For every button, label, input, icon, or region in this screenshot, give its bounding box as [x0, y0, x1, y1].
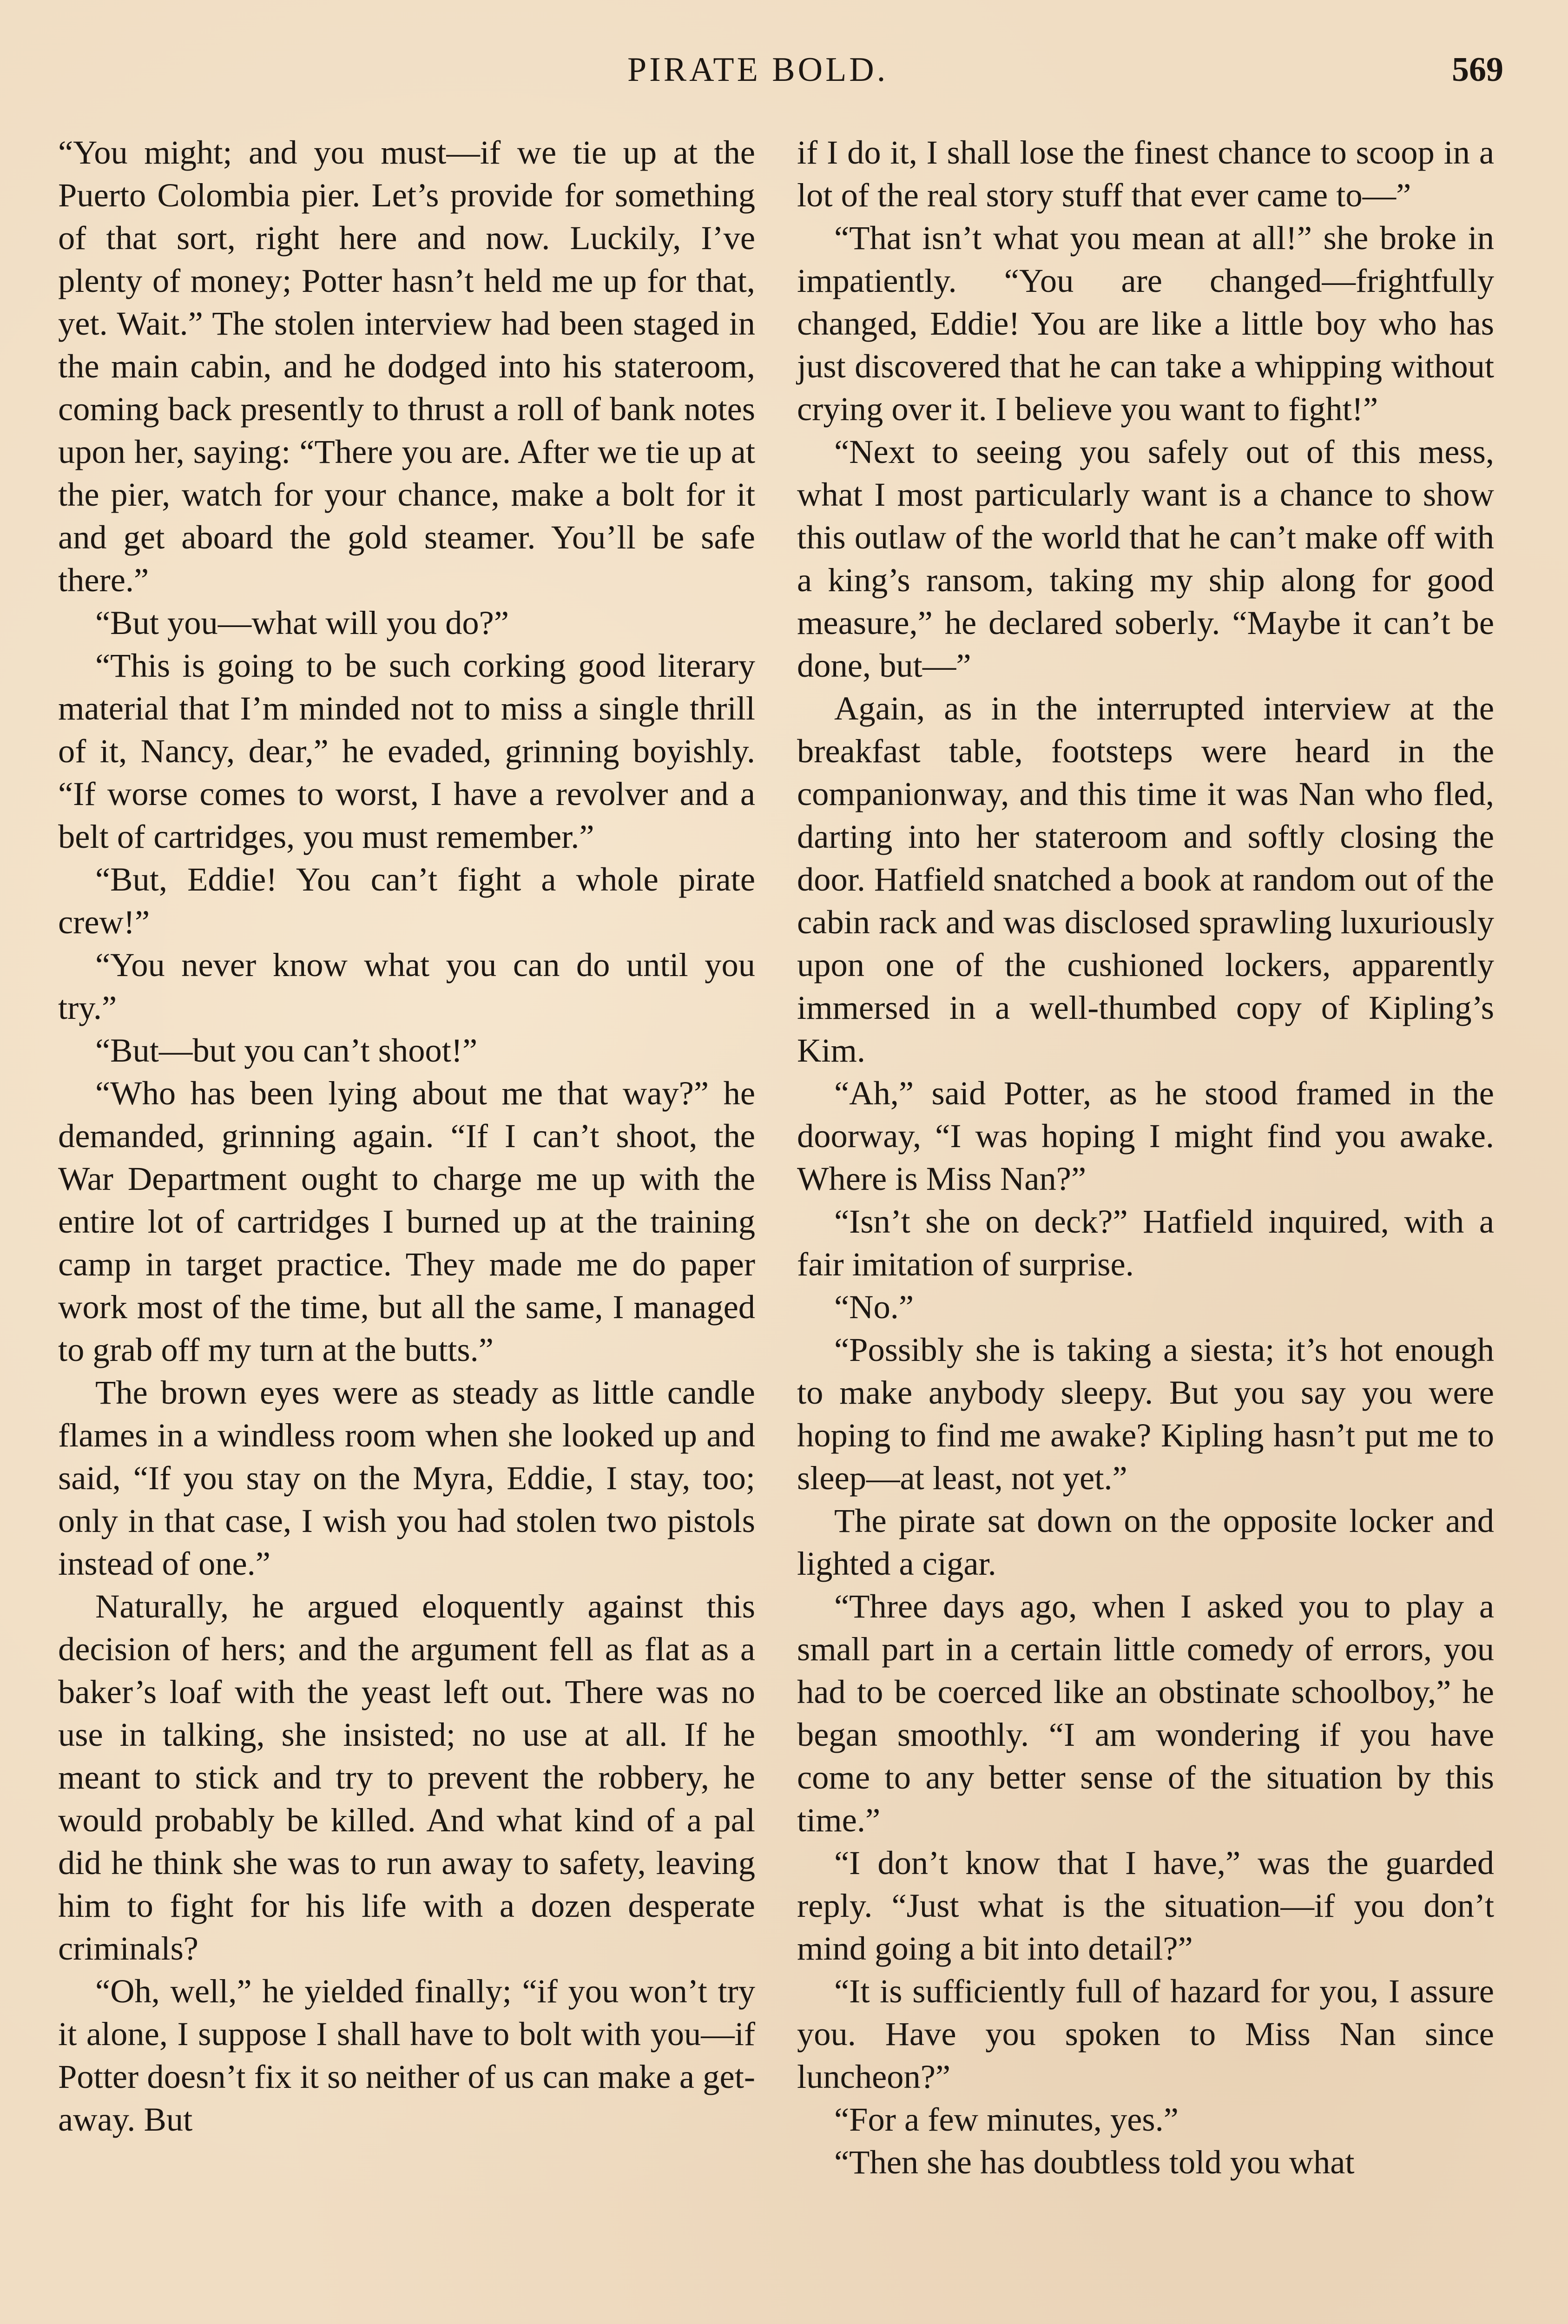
paragraph: if I do it, I shall lose the finest chance to scoop in a lot of the real story stuff that ever came to—” — [797, 133, 1494, 214]
paragraph: “Ah,” said Potter, as he stood framed in the doorway, “I was hoping I might find you awake. Where is Miss Nan?” — [797, 1074, 1494, 1197]
paragraph: Again, as in the interrupted interview at the breakfast table, footsteps were heard in the companionway, and this time it was Nan who fled, darting into her stateroom and softly closing the door. Hatfield snatched a book at random out of the cabin rack and was disclosed sprawling luxuriously upon one of the cushioned lockers, apparently immersed in a well-thumbed copy of Kipling’s Kim. — [797, 689, 1494, 1069]
paragraph: “Then she has doubtless told you what — [834, 2143, 1355, 2181]
paragraph: “But, Eddie! You can’t fight a whole pirate crew!” — [58, 860, 755, 941]
running-header — [58, 44, 1503, 95]
paragraph: “That isn’t what you mean at all!” she broke in impatiently. “You are changed—frightfully changed, Eddie! You are like a little boy who has just discovered that he can take a whipping without crying over it. I believe you want to fight!” — [797, 219, 1494, 428]
paragraph: The brown eyes were as steady as little candle flames in a windless room when she looked up and said, “If you stay on the Myra, Eddie, I stay, too; only in that case, I wish you had stolen two pistols instead of one.” — [58, 1373, 755, 1582]
paragraph: “But—but you can’t shoot!” — [95, 1031, 478, 1069]
paragraph: “This is going to be such corking good literary material that I’m minded not to miss a single thrill of it, Nancy, dear,” he evaded, grinning boyishly. “If worse comes to worst, I have a revolver and a belt of cartridges, you must remember.” — [58, 647, 755, 855]
paragraph: “Oh, well,” he yielded finally; “if you won’t try it alone, I suppose I shall have to bolt with you—if Potter doesn’t fix it so neither of us can make a get-away. But — [58, 1972, 755, 2138]
paragraph: “Who has been lying about me that way?” he demanded, grinning again. “If I can’t shoot, the War Department ought to charge me up with the entire lot of cartridges I burned up at the training camp in target practice. They made me do paper work most of the time, but all the same, I managed to grab off my turn at the butts.” — [58, 1074, 755, 1368]
paragraph: “For a few minutes, yes.” — [834, 2100, 1179, 2138]
paragraph: “Next to seeing you safely out of this mess, what I most particularly want is a chance to show this outlaw of the world that he can’t make off with a king’s ransom, taking my ship along for good measure,” he declared soberly. “Maybe it can’t be done, but—” — [797, 433, 1494, 684]
page-number: 569 — [1452, 51, 1503, 89]
right-column — [797, 131, 1494, 2184]
paragraph: “It is sufficiently full of hazard for you, I assure you. Have you spoken to Miss Nan since luncheon?” — [797, 1972, 1494, 2095]
paragraph: “Three days ago, when I asked you to play a small part in a certain little comedy of errors, you had to be coerced like an obstinate schoolboy,” he began smoothly. “I am wondering if you have come to any better sense of the situation by this time.” — [797, 1587, 1494, 1839]
paragraph: “But you—what will you do?” — [95, 604, 509, 641]
paragraph: “You never know what you can do until you try.” — [58, 946, 755, 1026]
paragraph: The pirate sat down on the opposite locker and lighted a cigar. — [797, 1502, 1494, 1582]
paragraph: “No.” — [834, 1288, 914, 1326]
paragraph: “Isn’t she on deck?” Hatfield inquired, with a fair imitation of surprise. — [797, 1202, 1494, 1283]
paragraph: Naturally, he argued eloquently against this decision of hers; and the argument fell as flat as a baker’s loaf with the yeast left out. There was no use in talking, she insisted; no use at all. If he meant to stick and try to prevent the robbery, he would probably be killed. And what kind of a pal did he think she was to run away to safety, leaving him to fight for his life with a dozen desperate criminals? — [58, 1587, 755, 1967]
running-title: PIRATE BOLD. — [627, 51, 889, 89]
paragraph: “Possibly she is taking a siesta; it’s hot enough to make anybody sleepy. But you say you were hoping to find me awake? Kipling hasn’t put me to sleep—at least, not yet.” — [797, 1331, 1494, 1497]
paragraph: “I don’t know that I have,” was the guarded reply. “Just what is the situation—if you don’t mind going a bit into detail?” — [797, 1844, 1494, 1967]
left-column — [58, 131, 755, 2141]
paragraph: “You might; and you must—if we tie up at the Puerto Colombia pier. Let’s provide for something of that sort, right here and now. Luckily, I’ve plenty of money; Potter hasn’t held me up for that, yet. Wait.” The stolen interview had been staged in the main cabin, and he dodged into his stateroom, coming back presently to thrust a roll of bank notes upon her, saying: “There you are. After we tie up at the pier, watch for your chance, make a bolt for it and get aboard the gold steamer. You’ll be safe there.” — [58, 133, 755, 599]
